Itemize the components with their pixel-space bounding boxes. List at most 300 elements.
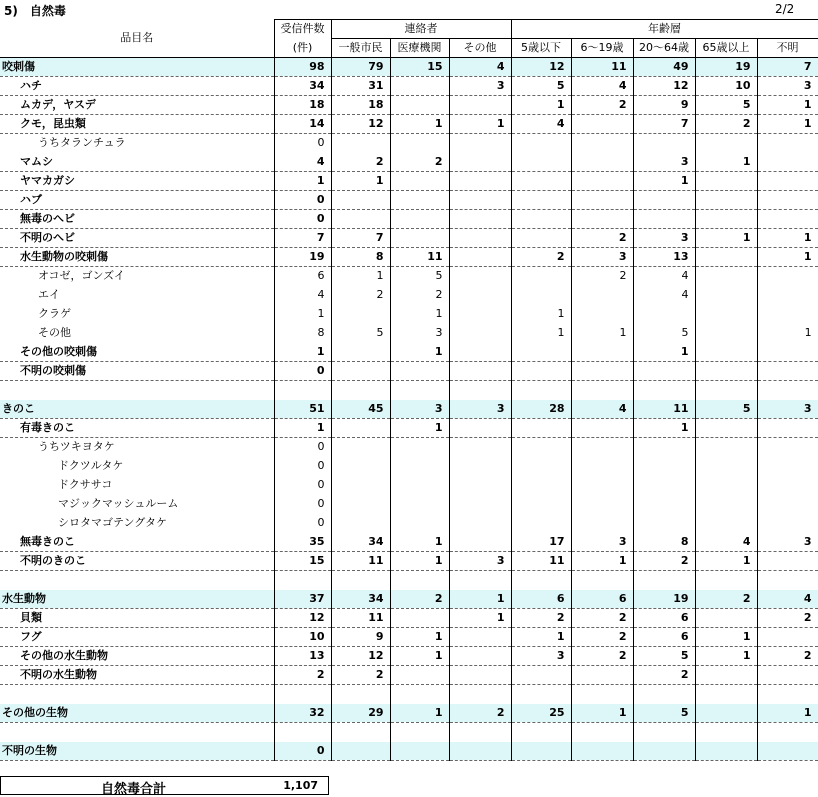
row-value (571, 172, 633, 191)
row-value: 2 (390, 153, 449, 172)
spacer-row (0, 381, 818, 400)
row-label: その他の咬刺傷 (0, 343, 274, 362)
row-value (449, 191, 511, 210)
row-value: 1 (633, 172, 695, 191)
row-value (695, 495, 757, 514)
row-value: 11 (571, 58, 633, 77)
row-value: 7 (274, 229, 331, 248)
row-value (571, 419, 633, 438)
row-value (331, 305, 390, 324)
row-label: 貝類 (0, 609, 274, 628)
row-value: 1 (331, 267, 390, 286)
row-label (0, 571, 274, 590)
row-value: 2 (511, 248, 571, 267)
row-value (757, 666, 818, 685)
row-value: 18 (331, 96, 390, 115)
row-value (571, 343, 633, 362)
row-value: 1 (571, 324, 633, 343)
row-value: 3 (633, 229, 695, 248)
row-value: 4 (274, 153, 331, 172)
row-label (0, 685, 274, 704)
row-value: 2 (331, 153, 390, 172)
row-label: ムカデ，ヤスデ (0, 96, 274, 115)
row-value (633, 571, 695, 590)
row-value (695, 742, 757, 761)
row-value (274, 381, 331, 400)
row-value (695, 134, 757, 153)
row-value: 11 (633, 400, 695, 419)
row-value (331, 514, 390, 533)
row-value: 1 (449, 115, 511, 134)
row-value (757, 210, 818, 229)
table-row (0, 58, 818, 77)
row-value: 1 (695, 628, 757, 647)
row-value: 2 (511, 609, 571, 628)
row-value: 9 (633, 96, 695, 115)
row-value: 1 (390, 628, 449, 647)
row-value (390, 514, 449, 533)
row-value: 1 (390, 552, 449, 571)
row-value: 0 (274, 438, 331, 457)
row-value (511, 153, 571, 172)
row-value: 3 (449, 552, 511, 571)
row-value (695, 438, 757, 457)
header-count-unit: (件) (274, 39, 331, 58)
row-value: 3 (757, 77, 818, 96)
table-row (0, 267, 818, 286)
row-value: 5 (390, 267, 449, 286)
row-value: 0 (274, 476, 331, 495)
row-label: フグ (0, 628, 274, 647)
row-label: マジックマッシュルーム (58, 497, 179, 510)
row-value (633, 457, 695, 476)
row-value (331, 419, 390, 438)
row-value (449, 476, 511, 495)
row-value (331, 571, 390, 590)
row-value (695, 704, 757, 723)
row-value: 2 (695, 115, 757, 134)
row-label: その他 (38, 326, 71, 339)
row-value: 6 (571, 590, 633, 609)
row-value: 5 (695, 400, 757, 419)
row-value: 1 (274, 305, 331, 324)
row-value: 1 (274, 343, 331, 362)
row-value: 4 (449, 58, 511, 77)
row-value: 2 (571, 647, 633, 666)
table-row (0, 172, 818, 191)
row-value (449, 248, 511, 267)
row-value: 13 (633, 248, 695, 267)
row-value: 12 (274, 609, 331, 628)
row-value (633, 362, 695, 381)
row-label: シロタマゴテングタケ (58, 516, 168, 529)
row-value: 34 (274, 77, 331, 96)
row-value (449, 647, 511, 666)
row-value: 1 (390, 343, 449, 362)
section-title: 5) 自然毒 (4, 4, 66, 18)
header-contact-general: 一般市民 (331, 39, 390, 58)
row-value (390, 609, 449, 628)
row-value (757, 286, 818, 305)
row-label: 不明のきのこ (0, 552, 274, 571)
row-value (571, 495, 633, 514)
table-row (0, 742, 818, 761)
table-row (0, 305, 818, 324)
row-label: 無毒のヘビ (0, 210, 274, 229)
row-value: 2 (757, 647, 818, 666)
row-label: 有毒きのこ (0, 419, 274, 438)
row-value: 2 (571, 609, 633, 628)
row-value: 29 (331, 704, 390, 723)
row-value: 2 (331, 666, 390, 685)
row-value (571, 514, 633, 533)
row-value: 5 (695, 96, 757, 115)
row-value (511, 666, 571, 685)
row-value: 5 (331, 324, 390, 343)
row-value (757, 723, 818, 742)
row-value (633, 381, 695, 400)
row-value (511, 172, 571, 191)
row-value: 15 (274, 552, 331, 571)
row-value (511, 134, 571, 153)
row-value: 0 (274, 191, 331, 210)
row-label: ヤマカガシ (0, 172, 274, 191)
row-value (449, 305, 511, 324)
row-value: 19 (633, 590, 695, 609)
row-value (511, 723, 571, 742)
row-label: その他の水生動物 (0, 647, 274, 666)
row-value (695, 609, 757, 628)
row-value (757, 153, 818, 172)
row-value (390, 77, 449, 96)
row-value: 2 (390, 590, 449, 609)
row-value: 11 (331, 609, 390, 628)
table-row (0, 115, 818, 134)
row-value: 4 (695, 533, 757, 552)
row-value (511, 229, 571, 248)
row-value (757, 514, 818, 533)
row-value: 6 (274, 267, 331, 286)
header-age-6-19: 6～19歳 (571, 39, 633, 58)
row-value: 98 (274, 58, 331, 77)
row-value (511, 457, 571, 476)
row-value: 3 (449, 77, 511, 96)
row-value: 51 (274, 400, 331, 419)
row-value (390, 210, 449, 229)
row-value (633, 438, 695, 457)
row-value (695, 210, 757, 229)
row-value (757, 552, 818, 571)
row-label (0, 723, 274, 742)
row-value (571, 210, 633, 229)
row-value: 14 (274, 115, 331, 134)
row-value (757, 628, 818, 647)
table-row (0, 96, 818, 115)
row-value: 1 (757, 324, 818, 343)
row-value: 25 (511, 704, 571, 723)
row-value (331, 381, 390, 400)
row-value (331, 457, 390, 476)
table-row (0, 704, 818, 723)
row-value (757, 134, 818, 153)
row-value: 1 (695, 552, 757, 571)
row-value: 1 (390, 533, 449, 552)
row-value (511, 343, 571, 362)
row-value: 1 (633, 343, 695, 362)
header-row-1 (0, 20, 818, 39)
row-value: 1 (390, 305, 449, 324)
row-value: 45 (331, 400, 390, 419)
header-age-unknown: 不明 (757, 39, 818, 58)
row-value (695, 305, 757, 324)
row-value: 4 (571, 400, 633, 419)
row-value: 1 (390, 647, 449, 666)
total-label: 自然毒合計 (101, 782, 167, 797)
table-row (0, 400, 818, 419)
row-value (390, 191, 449, 210)
row-value (390, 685, 449, 704)
row-value: 6 (511, 590, 571, 609)
row-label: ハチ (0, 77, 274, 96)
table-row (0, 628, 818, 647)
row-value: 1 (511, 96, 571, 115)
row-value (571, 666, 633, 685)
row-value: 1 (757, 96, 818, 115)
row-value: 1 (571, 704, 633, 723)
row-label: 咬刺傷 (0, 58, 274, 77)
row-value: 4 (757, 590, 818, 609)
row-value: 11 (331, 552, 390, 571)
row-value: 34 (331, 533, 390, 552)
row-value: 1 (274, 419, 331, 438)
row-value (633, 305, 695, 324)
row-value (571, 438, 633, 457)
row-value: 1 (695, 647, 757, 666)
table-row (0, 514, 818, 533)
row-value (390, 666, 449, 685)
row-label: うちタランチュラ (38, 136, 126, 150)
row-value: 1 (511, 305, 571, 324)
row-value (449, 210, 511, 229)
row-value (390, 362, 449, 381)
row-value: 1 (511, 324, 571, 343)
row-value (757, 742, 818, 761)
header-age-under5: 5歳以下 (511, 39, 571, 58)
row-value (390, 476, 449, 495)
row-label: ドクツルタケ (58, 459, 124, 472)
row-value (449, 362, 511, 381)
row-value (695, 666, 757, 685)
row-value: 6 (633, 628, 695, 647)
row-value (449, 495, 511, 514)
row-value (511, 210, 571, 229)
row-value (449, 229, 511, 248)
row-value (390, 172, 449, 191)
row-value (571, 134, 633, 153)
row-value (695, 172, 757, 191)
row-value (449, 324, 511, 343)
row-value (633, 476, 695, 495)
row-value: 1 (571, 552, 633, 571)
row-value (633, 191, 695, 210)
row-value (757, 476, 818, 495)
row-value (695, 685, 757, 704)
row-value: 3 (449, 400, 511, 419)
row-value: 10 (695, 77, 757, 96)
table-row (0, 248, 818, 267)
row-value (449, 533, 511, 552)
row-value: 2 (633, 552, 695, 571)
row-value: 1 (695, 153, 757, 172)
row-value (449, 381, 511, 400)
row-value: 31 (331, 77, 390, 96)
row-label: クモ，昆虫類 (0, 115, 274, 134)
row-value (331, 210, 390, 229)
row-value (511, 381, 571, 400)
row-value (331, 685, 390, 704)
row-value (571, 381, 633, 400)
row-value (695, 191, 757, 210)
row-value: 12 (331, 647, 390, 666)
row-value (571, 191, 633, 210)
row-value: 0 (274, 134, 331, 153)
row-value: 13 (274, 647, 331, 666)
row-value: 0 (274, 362, 331, 381)
row-value (757, 438, 818, 457)
row-value: 0 (274, 514, 331, 533)
row-value: 5 (633, 704, 695, 723)
table-row (0, 476, 818, 495)
row-value: 3 (571, 533, 633, 552)
row-value: 0 (274, 210, 331, 229)
table-row (0, 419, 818, 438)
row-value (571, 305, 633, 324)
row-value (695, 286, 757, 305)
spacer-row (0, 685, 818, 704)
spacer-row (0, 571, 818, 590)
table-row (0, 134, 818, 153)
row-value: 1 (757, 248, 818, 267)
row-value (331, 362, 390, 381)
row-value (390, 96, 449, 115)
row-value (390, 381, 449, 400)
row-value (757, 362, 818, 381)
row-value (633, 685, 695, 704)
row-label: ドクササコ (58, 478, 113, 491)
table-row (0, 495, 818, 514)
row-value (449, 134, 511, 153)
row-value (757, 457, 818, 476)
row-value: 2 (571, 229, 633, 248)
row-value (449, 172, 511, 191)
row-value (695, 457, 757, 476)
row-value: 4 (274, 286, 331, 305)
row-value: 6 (633, 609, 695, 628)
row-value: 34 (331, 590, 390, 609)
header-age-over65: 65歳以上 (695, 39, 757, 58)
row-value (757, 305, 818, 324)
row-value (633, 742, 695, 761)
table-row (0, 229, 818, 248)
table-row (0, 362, 818, 381)
row-value: 79 (331, 58, 390, 77)
row-value (390, 438, 449, 457)
table-row (0, 191, 818, 210)
row-value: 1 (390, 115, 449, 134)
row-value: 4 (571, 77, 633, 96)
table-row (0, 77, 818, 96)
row-value (331, 723, 390, 742)
row-label: 不明のヘビ (0, 229, 274, 248)
row-value (695, 723, 757, 742)
row-value (695, 381, 757, 400)
row-value: 7 (331, 229, 390, 248)
row-value: 7 (757, 58, 818, 77)
row-value (695, 419, 757, 438)
row-value (571, 457, 633, 476)
row-value (695, 362, 757, 381)
row-value (390, 495, 449, 514)
header-contact: 連絡者 (331, 20, 511, 39)
row-value (449, 742, 511, 761)
row-value (390, 723, 449, 742)
row-value: 10 (274, 628, 331, 647)
row-value: 1 (633, 419, 695, 438)
row-value (390, 742, 449, 761)
row-value (571, 685, 633, 704)
row-label: 水生動物 (0, 590, 274, 609)
row-value: 19 (274, 248, 331, 267)
row-value (757, 172, 818, 191)
row-value (449, 628, 511, 647)
row-label: ハブ (0, 191, 274, 210)
row-value: 12 (511, 58, 571, 77)
row-value: 7 (633, 115, 695, 134)
row-value (449, 685, 511, 704)
row-value: 12 (633, 77, 695, 96)
table-row (0, 666, 818, 685)
row-value (511, 742, 571, 761)
row-value: 1 (757, 704, 818, 723)
row-value: 1 (757, 229, 818, 248)
table-row (0, 647, 818, 666)
row-label: 水生動物の咬刺傷 (0, 248, 274, 267)
row-value (633, 514, 695, 533)
total-box (0, 776, 329, 795)
total-value: 1,107 (283, 779, 318, 792)
row-value (571, 723, 633, 742)
row-label (0, 381, 274, 400)
row-value: 4 (511, 115, 571, 134)
row-value (449, 153, 511, 172)
row-value: 1 (449, 590, 511, 609)
row-value (633, 134, 695, 153)
table-row (0, 343, 818, 362)
row-value: 2 (757, 609, 818, 628)
row-label: うちツキヨタケ (38, 440, 115, 454)
table-row (0, 609, 818, 628)
row-value (695, 514, 757, 533)
row-value (571, 115, 633, 134)
row-value (511, 685, 571, 704)
row-value (695, 571, 757, 590)
row-value: 0 (274, 742, 331, 761)
row-value: 8 (274, 324, 331, 343)
row-value (695, 476, 757, 495)
header-contact-other: その他 (449, 39, 511, 58)
row-value (511, 362, 571, 381)
row-value (274, 723, 331, 742)
